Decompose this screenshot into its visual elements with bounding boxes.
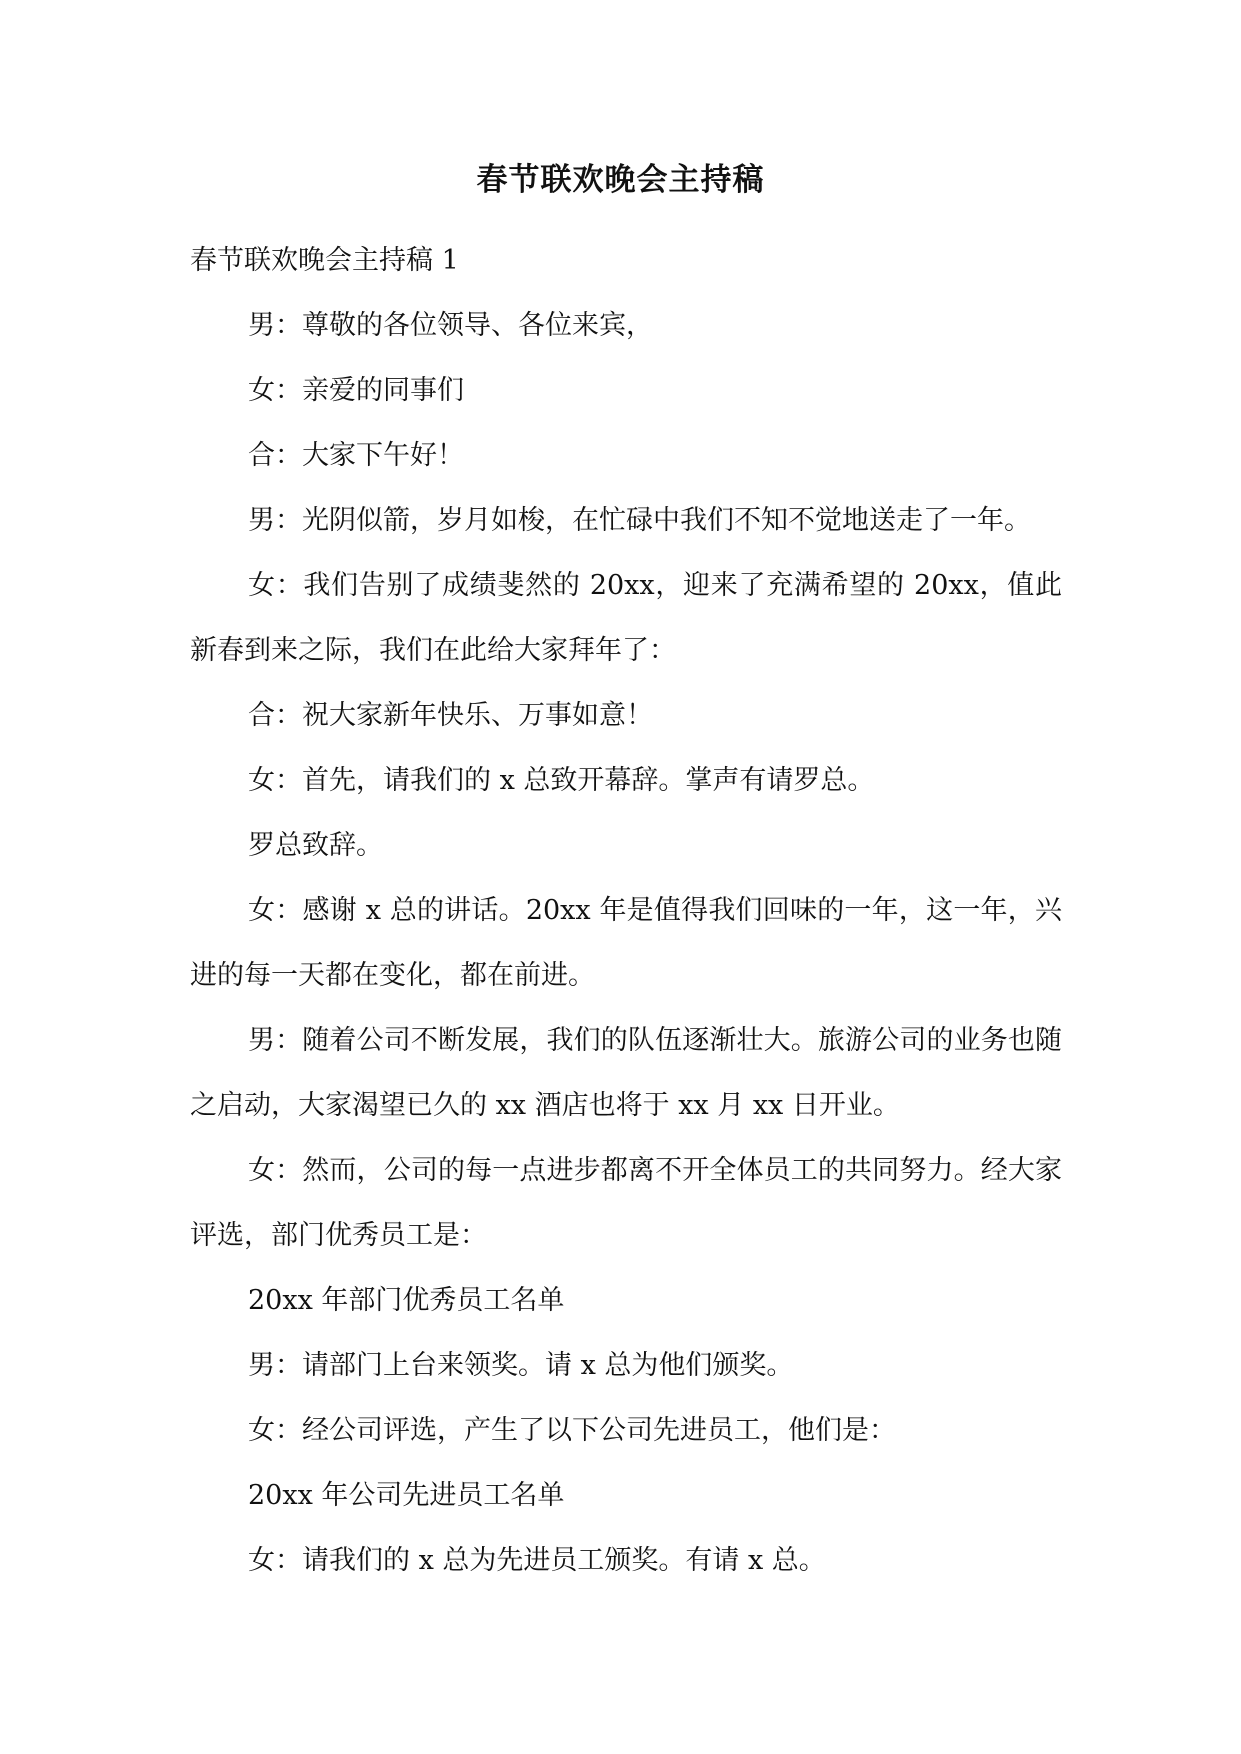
paragraph-2: 女：亲爱的同事们 [248, 375, 464, 406]
paragraph-10: 男：随着公司不断发展，我们的队伍逐渐壮大。旅游公司的业务也随之启动，大家渴望已久的 xx 酒店也将于 xx 月 xx 日开业。 [190, 1025, 1062, 1121]
paragraph-3: 合：大家下午好！ [248, 440, 464, 471]
paragraph-4: 男：光阴似箭，岁月如梭，在忙碌中我们不知不觉地送走了一年。 [248, 505, 1031, 536]
paragraph-6: 合：祝大家新年快乐、万事如意！ [248, 700, 653, 731]
paragraph-9: 女：感谢 x 总的讲话。20xx 年是值得我们回味的一年，这一年，兴进的每一天都在变化，都在前进。 [190, 895, 1062, 991]
document-body [190, 228, 1062, 1593]
paragraph-11: 女：然而，公司的每一点进步都离不开全体员工的共同努力。经大家评选，部门优秀员工是： [190, 1155, 1062, 1251]
paragraph-5: 女：我们告别了成绩斐然的 20xx，迎来了充满希望的 20xx，值此新春到来之际，我们在此给大家拜年了： [190, 570, 1062, 666]
paragraph-15: 20xx 年公司先进员工名单 [248, 1480, 565, 1511]
paragraph-12: 20xx 年部门优秀员工名单 [248, 1285, 565, 1316]
section-heading: 春节联欢晚会主持稿 1 [190, 245, 459, 276]
paragraph-16: 女：请我们的 x 总为先进员工颁奖。有请 x 总。 [248, 1545, 826, 1576]
paragraph-7: 女：首先，请我们的 x 总致开幕辞。掌声有请罗总。 [248, 765, 875, 796]
paragraph-1: 男：尊敬的各位领导、各位来宾， [248, 310, 653, 341]
document-title: 春节联欢晚会主持稿 [476, 162, 765, 198]
paragraph-8: 罗总致辞。 [248, 830, 383, 861]
paragraph-14: 女：经公司评选，产生了以下公司先进员工，他们是： [248, 1415, 896, 1446]
paragraph-13: 男：请部门上台来领奖。请 x 总为他们颁奖。 [248, 1350, 794, 1381]
